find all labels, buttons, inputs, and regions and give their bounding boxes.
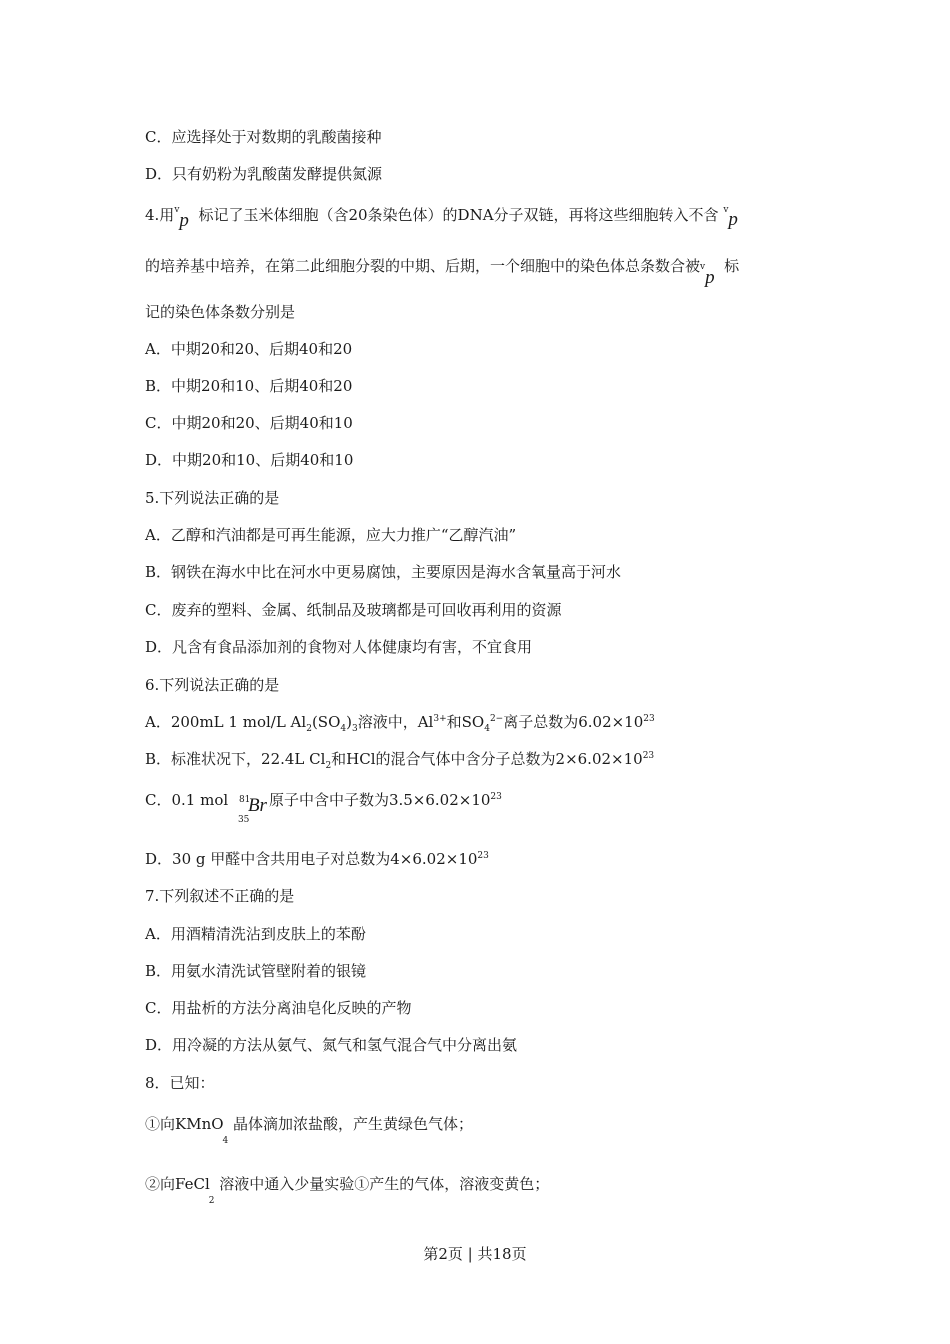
q4-text-tail: 标 [724,257,740,275]
exponent: 23 [643,714,655,724]
q6b-text: B．标准状况下，22.4L Cl [145,750,326,768]
q7-option-c: C．用盐析的方法分离油皂化反映的产物 [145,999,412,1017]
q4-prefix: 4.用 [145,206,175,224]
q4-option-c: C．中期20和20、后期40和10 [145,414,353,432]
isotope-symbol: p [728,209,738,230]
q8-s2-text: ②向FeCl [145,1175,210,1193]
q6b-text: 和HCl的混合气体中含分子总数为2×6.02×10 [331,750,643,768]
q8-s1-text: ①向KMnO [145,1115,224,1133]
atomic-number: 35 [237,815,250,825]
subscript: 4 [484,724,490,734]
q7-option-b: B．用氨水清洗试管壁附着的银镜 [145,962,367,980]
q8-s2-text: 溶液中通入少量实验①产生的气体，溶液变黄色； [219,1175,550,1193]
isotope-symbol: p [705,267,715,288]
q6a-text: ) [346,713,352,731]
subscript: 4 [340,724,347,734]
q6d-text: D．30 g 甲醛中含共用电子对总数为4×6.02×10 [145,850,478,868]
subscript: 2 [208,1196,215,1206]
q5-option-b: B．钢铁在海水中比在河水中更易腐蚀，主要原因是海水含氧量高于河水 [145,563,622,581]
q8-stem: 8．已知： [145,1074,215,1092]
q4-text-part1: 标记了玉米体细胞（含20条染色体）的DNA分子双链，再将这些细胞转入不含 [198,206,719,224]
q6a-text: 和SO [446,713,485,731]
q4-option-d: D．中期20和10、后期40和10 [145,451,354,469]
subscript: 3 [351,724,358,734]
q6-stem: 6.下列说法正确的是 [145,676,280,694]
q5-option-d: D．凡含有食品添加剂的食物对人体健康均有害，不宜食用 [145,638,533,656]
q4-text-part2: 的培养基中培养，在第二此细胞分裂的中期、后期，一个细胞中的染色体总条数合被 [145,257,701,275]
q6a-text: A．200mL 1 mol/L Al [145,713,307,731]
q5-option-a: A．乙醇和汽油都是可再生能源，应大力推广“乙醇汽油” [145,526,517,544]
isotope-sup: v [700,262,706,272]
isotope-sup: v [174,205,180,215]
q8-statement-1 [145,1114,474,1146]
q5-stem: 5.下列说法正确的是 [145,489,280,507]
q6a-text: 离子总数为6.02×10 [503,713,644,731]
q6c-text: C．0.1 mol [145,791,229,809]
exponent: 23 [477,851,489,861]
nuclide-notation [233,790,269,825]
subscript: 2 [306,724,312,734]
q6-option-a [145,712,655,732]
subscript: 2 [325,761,332,771]
q6c-text: 原子中含中子数为3.5×6.02×10 [268,791,491,809]
exponent: 23 [642,751,655,761]
mass-number: 81 [238,795,251,805]
isotope-symbol: p [179,210,189,231]
q6-option-c [145,790,502,825]
q6-option-d [145,849,489,869]
element-symbol: Br [247,795,267,816]
q8-statement-2 [145,1174,550,1206]
q7-option-a: A．用酒精清洗沾到皮肤上的苯酚 [145,925,366,943]
superscript: 3+ [433,714,447,724]
page-footer: 第2页 | 共18页 [423,1245,527,1263]
q7-option-d: D．用冷凝的方法从氨气、氮气和氢气混合气中分离出氨 [145,1036,518,1054]
q4-stem-line2 [145,256,740,288]
q7-stem: 7.下列叙述不正确的是 [145,887,295,905]
q4-option-b: B．中期20和10、后期40和20 [145,377,353,395]
q4-option-a: A．中期20和20、后期40和20 [145,340,353,358]
exponent: 23 [490,792,502,802]
q4-stem-line3: 记的染色体条数分别是 [145,303,296,321]
q6-option-b [145,749,654,769]
q8-s1-text: 晶体滴加浓盐酸，产生黄绿色气体； [233,1115,474,1133]
q3-option-d: D．只有奶粉为乳酸菌发酵提供氮源 [145,165,383,183]
q5-option-c: C．废弃的塑料、金属、纸制品及玻璃都是可回收再利用的资源 [145,601,562,619]
q3-option-c: C．应选择处于对数期的乳酸菌接种 [145,128,382,146]
q4-stem-line1 [145,205,738,231]
subscript: 4 [222,1136,229,1146]
q6a-text: 溶液中，Al [357,713,434,731]
q6a-text: (SO [311,713,341,731]
superscript: 2− [489,714,504,724]
isotope-sup: v [723,205,729,215]
